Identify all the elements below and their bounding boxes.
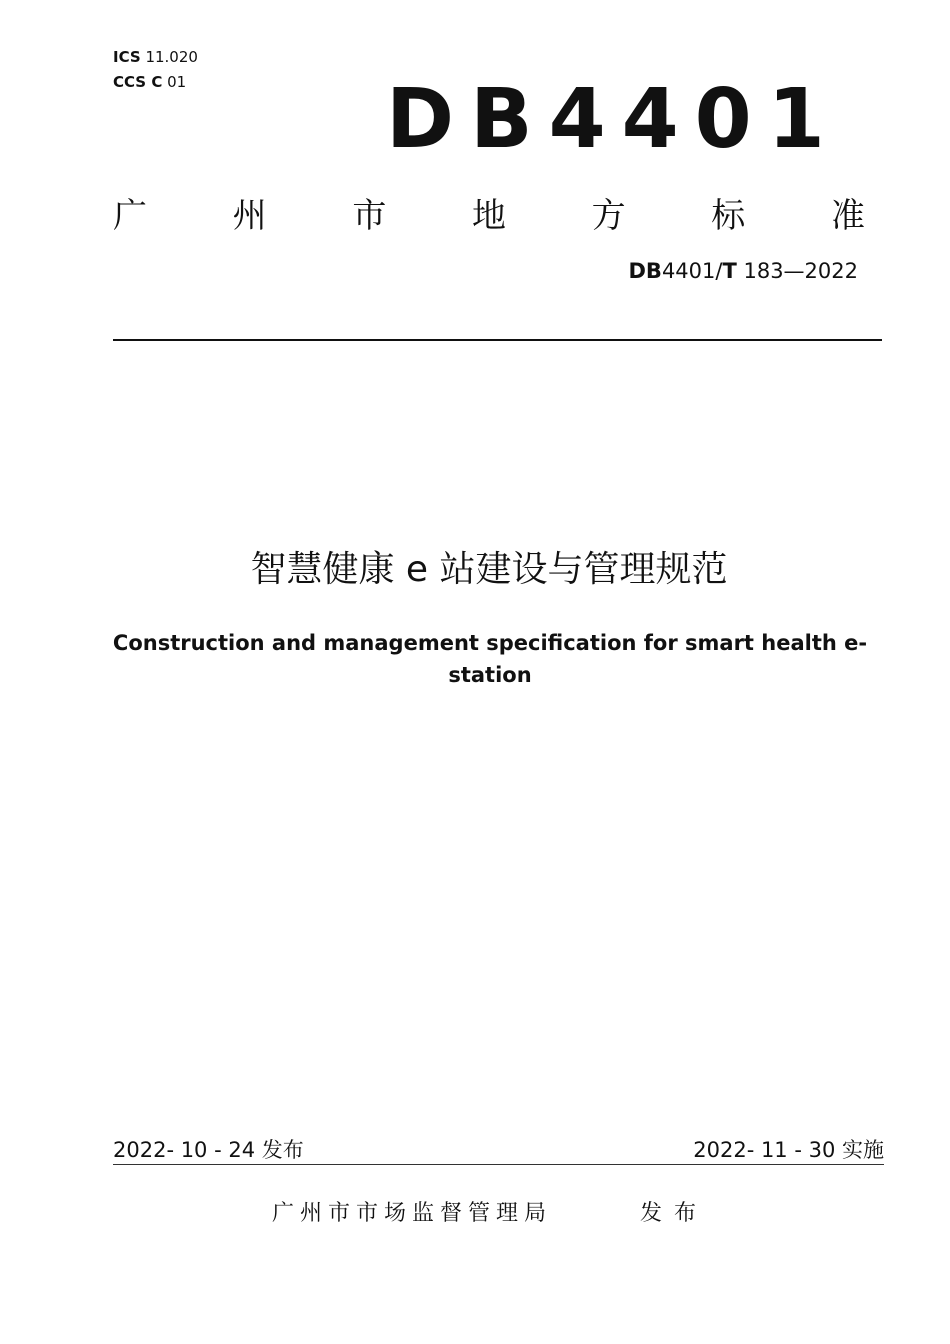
standard-number-type: T	[722, 259, 737, 283]
standard-type-char: 广	[113, 195, 147, 236]
standard-type-char: 州	[232, 195, 267, 236]
standard-number-value: 183—2022	[736, 259, 858, 283]
title-english: Construction and management specification for smart health e-station	[112, 631, 868, 687]
issue-date: 2022- 10 - 24 发布	[113, 1138, 304, 1162]
standard-type-char: 标	[711, 195, 746, 236]
ccs-classification	[113, 72, 186, 92]
publisher-name: 广州市市场监督管理局	[272, 1201, 553, 1226]
standard-type-char: 准	[830, 195, 865, 236]
standard-number-region: 4401/	[661, 259, 723, 283]
ccs-label: CCS C	[113, 73, 163, 91]
standard-number	[628, 258, 858, 284]
standard-number-prefix: DB	[628, 259, 662, 283]
header-divider	[113, 339, 882, 341]
standard-type-char: 市	[352, 195, 387, 236]
standard-code: DB4401	[386, 72, 841, 167]
standard-type-title	[113, 190, 865, 234]
implementation-date: 2022- 11 - 30 实施	[693, 1138, 884, 1162]
title-chinese: 智慧健康 e 站建设与管理规范	[250, 549, 728, 590]
standard-type-char: 地	[471, 195, 506, 236]
footer-divider	[113, 1164, 884, 1165]
standard-type-char: 方	[591, 195, 626, 236]
ics-value: 11.020	[145, 48, 198, 66]
ics-classification	[113, 47, 198, 67]
ics-label: ICS	[113, 48, 141, 66]
ccs-value: 01	[167, 73, 187, 91]
publisher-action: 发布	[640, 1201, 709, 1226]
